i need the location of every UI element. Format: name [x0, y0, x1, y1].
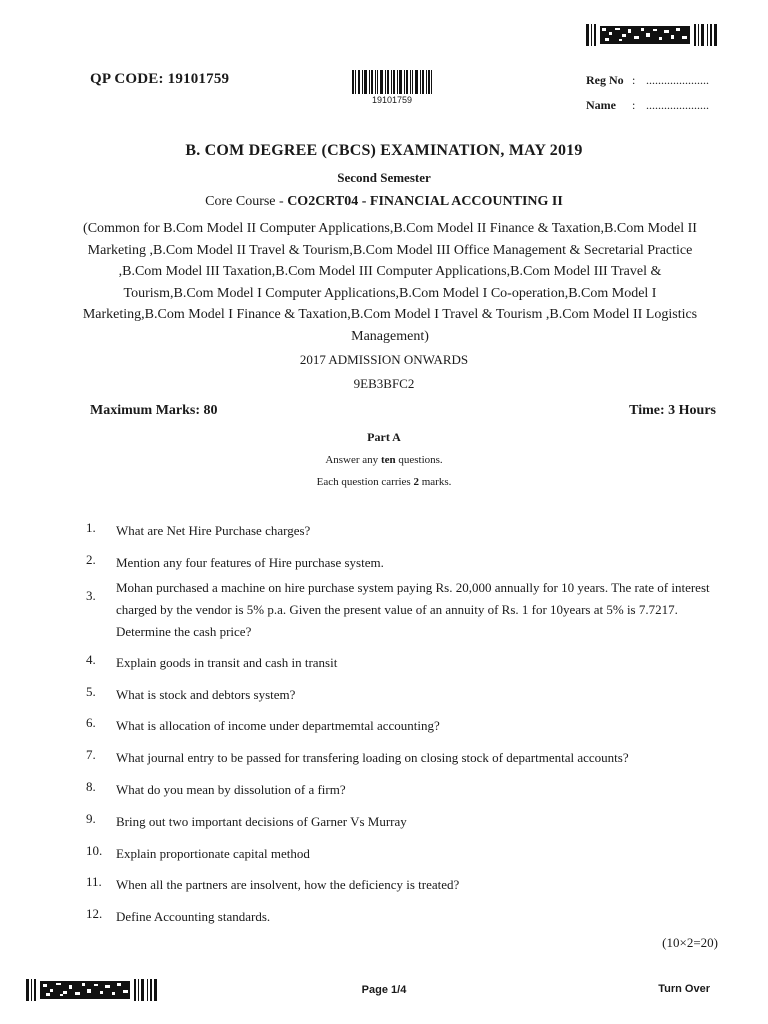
part-instruction — [0, 454, 768, 466]
question-text: Mohan purchased a machine on hire purchase system paying Rs. 20,000 annually for 10 years. The rate of interest charged by the vendor is 5% p.a. Given the present value of an annuity of Rs. 1 for 10years at 5% is 7.7217. Determine the cash price? — [116, 580, 710, 639]
part-title: Part A — [367, 430, 401, 444]
question-number: 12. — [86, 906, 103, 921]
name-colon: : — [632, 98, 636, 112]
question-text: Explain goods in transit and cash in transit — [116, 655, 338, 670]
exam-title: B. COM DEGREE (CBCS) EXAMINATION, MAY 2019 — [185, 142, 583, 159]
common-line: Marketing ,B.Com Model II Travel & Tourism,B.Com Model III Office Management & Secretarial Practice — [87, 242, 693, 258]
qp-code: QP CODE: 19101759 — [90, 71, 230, 87]
admission-line: 2017 ADMISSION ONWARDS — [299, 352, 469, 367]
common-line: Management) — [351, 328, 429, 344]
instruction-text: questions. — [395, 454, 443, 466]
question-number: 7. — [86, 747, 96, 762]
common-programs — [60, 218, 720, 347]
course-prefix: Core Course - — [205, 194, 288, 209]
question-number: 6. — [86, 715, 96, 730]
question-text: Explain proportionate capital method — [116, 846, 310, 861]
name-label: Name — [586, 98, 616, 112]
question-number: 11. — [86, 874, 102, 889]
common-line: Marketing,B.Com Model I Finance & Taxation,B.Com Model I Travel & Tourism ,B.Com Model II Logistics — [82, 307, 698, 322]
common-line: Tourism,B.Com Model I Computer Applications,B.Com Model I Co-operation,B.Com Model I — [123, 285, 657, 301]
semester: Second Semester — [337, 170, 431, 185]
question-text: What is allocation of income under departmemtal accounting? — [116, 718, 440, 733]
instruction-text: Answer any — [325, 454, 381, 466]
question-text: What do you mean by dissolution of a firm? — [116, 782, 346, 797]
barcode-number: 19101759 — [371, 95, 413, 105]
marks-note-text: Each question carries — [316, 476, 414, 488]
question-number: 5. — [86, 684, 96, 699]
part-marks-note — [0, 476, 768, 488]
question-number: 1. — [86, 520, 96, 535]
exam-time: Time: 3 Hours — [629, 403, 716, 418]
reg-no-row — [586, 73, 709, 88]
marks-note-text: marks. — [418, 476, 452, 488]
maximum-marks: Maximum Marks: 80 — [90, 403, 218, 418]
instruction-count: ten — [380, 454, 396, 466]
question-number: 4. — [86, 652, 96, 667]
question-text: What are Net Hire Purchase charges? — [116, 523, 311, 538]
center-barcode — [352, 70, 432, 94]
question-text: When all the partners are insolvent, how the deficiency is treated? — [116, 877, 460, 892]
total-marks: (10×2=20) — [662, 935, 718, 950]
question-text: Mention any four features of Hire purchase system. — [116, 555, 384, 570]
question-number: 9. — [86, 811, 96, 826]
common-line: (Common for B.Com Model II Computer Applications,B.Com Model II Finance & Taxation,B.Com Model II — [83, 221, 697, 236]
turn-over: Turn Over — [658, 983, 710, 995]
page-number: Page 1/4 — [361, 984, 407, 996]
question-text: Define Accounting standards. — [116, 909, 271, 924]
reg-no-label: Reg No — [586, 73, 624, 87]
reg-no-colon: : — [632, 73, 636, 87]
question-number: 3. — [86, 588, 96, 603]
marks-note-value: 2 — [413, 476, 419, 488]
course-name: CO2CRT04 - FINANCIAL ACCOUNTING II — [287, 194, 563, 209]
reg-no-value: ..................... — [646, 73, 709, 87]
name-value: ..................... — [646, 98, 709, 112]
question-number: 2. — [86, 552, 96, 567]
question-number: 8. — [86, 779, 96, 794]
common-line: ,B.Com Model III Taxation,B.Com Model III Computer Applications,B.Com Model III Travel & — [118, 264, 662, 279]
name-row — [586, 98, 709, 113]
question-text: Bring out two important decisions of Garner Vs Murray — [116, 814, 407, 829]
question-text: What is stock and debtors system? — [116, 687, 296, 702]
top-right-barcode — [586, 24, 718, 46]
course-line — [0, 194, 768, 210]
paper-code: 9EB3BFC2 — [353, 376, 415, 391]
question-number: 10. — [86, 843, 103, 858]
question-text: What journal entry to be passed for transfering loading on closing stock of departmental accounts? — [116, 750, 629, 765]
